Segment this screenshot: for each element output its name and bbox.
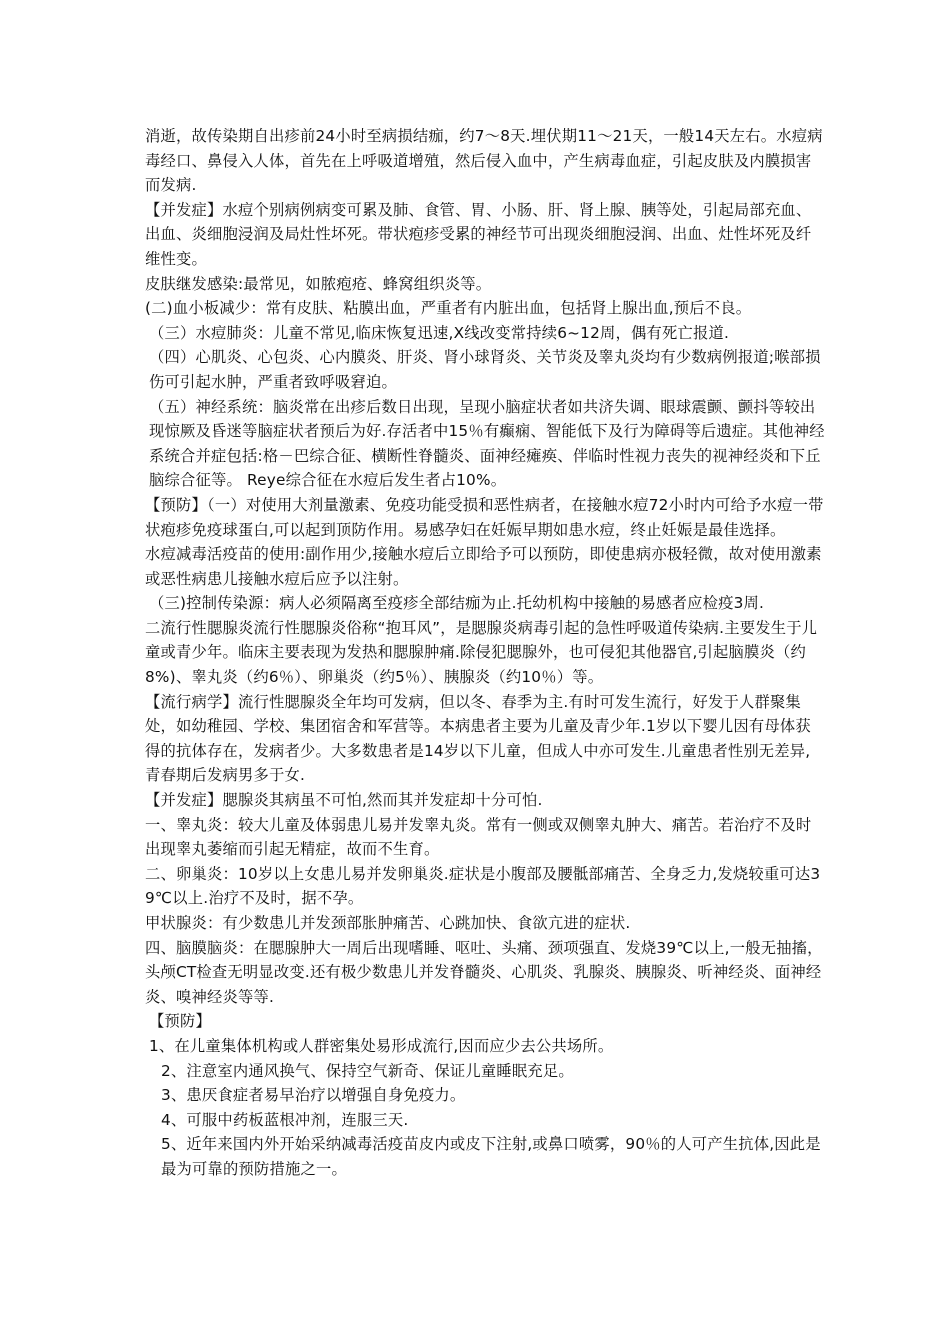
- document-body: [145, 124, 825, 1182]
- paragraph-mumps-intro: 二流行性腮腺炎流行性腮腺炎俗称“抱耳风”，是腮腺炎病毒引起的急性呼吸道传染病.主要发生于儿童或青少年。临床主要表现为发热和腮腺肿痛.除侵犯腮腺外，也可侵犯其他器官,引起脑膜炎（约8%)、睾丸炎（约6％）、卵巢炎（约5％）、胰腺炎（约10％）等。: [145, 618, 818, 687]
- paragraph-pneumonia: （三）水痘肺炎：儿童不常见,临床恢复迅速,X线改变常持续6~12周，偶有死亡报道.: [149, 323, 730, 342]
- list-item-prevention-4: 4、可服中药板蓝根冲剂，连服三天.: [161, 1110, 409, 1129]
- paragraph-prevention: 【预防】（一）对使用大剂量激素、免疫功能受损和恶性病者，在接触水痘72小时内可给予水痘一带状疱疹免疫球蛋白,可以起到顶防作用。易感孕妇在妊娠早期如患水痘，终止妊娠是最佳选择。: [145, 495, 824, 539]
- list-item-prevention-5: 5、近年来国内外开始采纳减毒活疫苗皮内或皮下注射,或鼻口喷雾，90％的人可产生抗体,因此是最为可靠的预防措施之一。: [161, 1135, 821, 1178]
- paragraph-orchitis: 一、睾丸炎：较大儿童及体弱患儿易并发睾丸炎。常有一侧或双侧睾丸肿大、痛苦。若治疗不及时出现睾丸萎缩而引起无精症，故而不生育。: [145, 815, 812, 859]
- paragraph-meningoencephalitis: 四、脑膜脑炎：在腮腺肿大一周后出现嗜睡、呕吐、头痛、颈项强直、发烧39℃以上,一般无抽搐，头颅CT检查无明显改变.还有极少数患儿并发脊髓炎、心肌炎、乳腺炎、胰腺炎、听神经炎、面神经炎、嗅神经炎等等.: [145, 938, 823, 1006]
- paragraph-myocarditis: （四）心肌炎、心包炎、心内膜炎、肝炎、肾小球肾炎、关节炎及睾丸炎均有少数病例报道;喉部损伤可引起水肿，严重者致呼吸窘迫。: [149, 348, 821, 391]
- paragraph-thrombocytopenia: (二)血小板减少：常有皮肤、粘膜出血，严重者有内脏出血，包括肾上腺出血,预后不良。: [145, 299, 752, 318]
- paragraph-thyroiditis: 甲状腺炎：有少数患儿并发颈部胀肿痛苦、心跳加快、食欲亢进的症状.: [145, 914, 631, 932]
- paragraph-oophoritis: 二、卵巢炎：10岁以上女患儿易并发卵巢炎.症状是小腹部及腰骶部痛苦、全身乏力,发烧较重可达39℃以上.治疗不及时，据不孕。: [145, 864, 821, 908]
- paragraph-epidemiology: 【流行病学】流行性腮腺炎全年均可发病，但以冬、春季为主.有时可发生流行，好发于人群聚集处，如幼稚园、学校、集团宿舍和军营等。本病患者主要为儿童及青少年.1岁以下婴儿因有母体获得的抗体存在，发病者少。大多数患者是14岁以下儿童，但成人中亦可发生.儿童患者性别无差异,青春期后发病男多于女.: [145, 692, 811, 785]
- paragraph-complications-heading: 【并发症】水痘个别病例病变可累及肺、食管、胃、小肠、肝、肾上腺、胰等处，引起局部充血、出血、炎细胞浸润及局灶性坏死。带状疱疹受累的神经节可出现炎细胞浸润、出血、灶性坏死及纤维性变。: [145, 200, 812, 268]
- paragraph-skin-infection: 皮肤继发感染:最常见，如脓疱疮、蜂窝组织炎等。: [145, 274, 492, 293]
- paragraph-chickenpox-transmission: 消逝，故传染期自出疹前24小时至病损结痂，约7～8天.埋伏期11～21天，一般14天左右。水痘病毒经口、鼻侵入人体，首先在上呼吸道增殖，然后侵入血中，产生病毒血症，引起皮肤及内膜损害而发病.: [145, 127, 823, 195]
- list-item-prevention-1: 1、在儿童集体机构或人群密集处易形成流行,因而应少去公共场所。: [149, 1036, 614, 1055]
- paragraph-control-source: （三)控制传染源：病人必须隔离至疫疹全部结痂为止.托幼机构中接触的易感者应检疫3周.: [149, 594, 765, 613]
- list-item-prevention-3: 3、患厌食症者易早治疗以增强自身免疫力。: [161, 1086, 466, 1105]
- paragraph-mumps-complications: 【并发症】腮腺炎其病虽不可怕,然而其并发症却十分可怕.: [145, 791, 543, 810]
- list-item-prevention-2: 2、注意室内通风换气、保持空气新奇、保证儿童睡眠充足。: [161, 1061, 574, 1080]
- paragraph-vaccine: 水痘减毒活疫苗的使用:副作用少,接触水痘后立即给予可以预防，即使患病亦极轻微，故对使用激素或恶性病患儿接触水痘后应予以注射。: [145, 545, 822, 588]
- paragraph-nervous-system: （五）神经系统：脑炎常在出疹后数日出现，呈现小脑症状者如共济失调、眼球震颤、颤抖等较出现惊厥及昏迷等脑症状者预后为好.存活者中15％有癫痫、智能低下及行为障碍等后遗症。其他神经系统合并症包括:格－巴综合征、横断性脊髓炎、面神经瘫痪、伴临时性视力丧失的视神经炎和下丘脑综合征等。 Reye综合征在水痘后发生者占10%。: [149, 397, 825, 490]
- paragraph-prevention-heading: 【预防】: [149, 1012, 211, 1031]
